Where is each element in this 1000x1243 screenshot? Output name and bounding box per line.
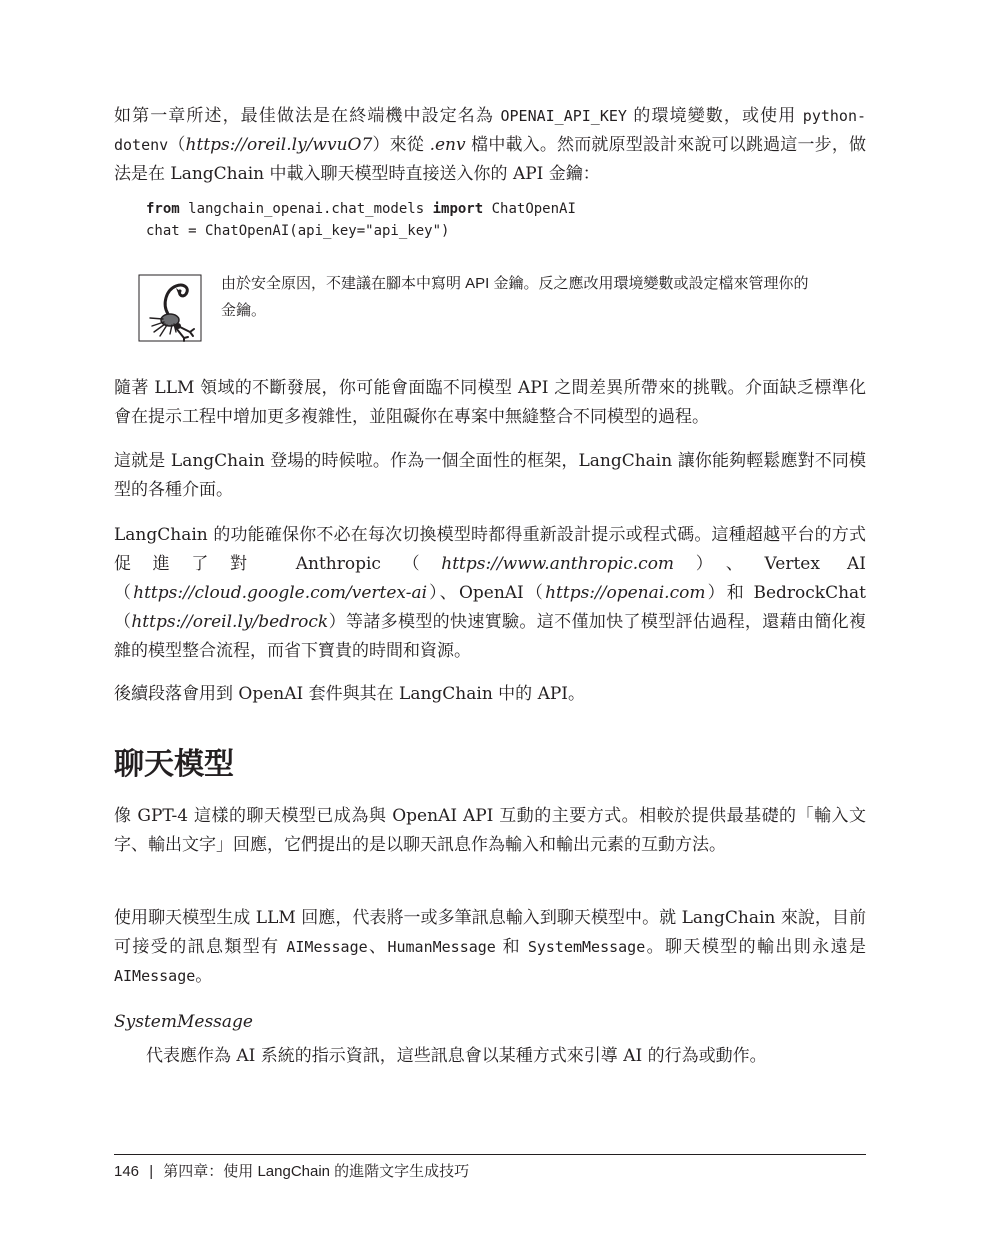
text-run: 、 [367, 937, 388, 957]
text-run: LangChain 的功能確保你不必在每次切換模型時都得重新設計提示或程式碼。這種超越平台的方式促進了對 Anthropic（ [114, 525, 866, 574]
scorpion-icon [138, 274, 202, 342]
inline-code-aimessage: AIMessage [286, 938, 368, 956]
text-run: ）等諸多模型的快速實驗。這不僅加快了模型評估過程，還藉由簡化複雜的模型整合流程，而省下寶貴的時間和資源。 [114, 612, 867, 661]
page-footer [114, 1160, 469, 1184]
code-block [146, 198, 576, 242]
footer-separator: | [149, 1163, 154, 1180]
text-run: ）、OpenAI（ [427, 583, 546, 603]
inline-code-aimessage-output: AIMessage [114, 967, 196, 985]
inline-code-env-var: OPENAI_API_KEY [500, 107, 627, 125]
page-number: 146 [114, 1163, 140, 1180]
code-line: chat = ChatOpenAI(api_key="api_key") [146, 223, 450, 239]
filename-env: .env [429, 135, 466, 155]
paragraph-langchain-intro: 這就是 LangChain 登場的時候啦。作為一個全面性的框架，LangChain 讓你能夠輕鬆應對不同模型的各種介面。 [114, 451, 866, 500]
paragraph-env-setup [114, 102, 866, 189]
paragraph-following-sections: 後續段落會用到 OpenAI 套件與其在 LangChain 中的 API。 [114, 684, 586, 704]
text-run: （ [168, 135, 186, 155]
text-run: 的環境變數，或使用 [626, 106, 803, 126]
inline-code-systemmessage: SystemMessage [527, 938, 646, 956]
text-run: ）和 BedrockChat（ [114, 583, 867, 632]
paragraph-challenges: 隨著 LLM 領域的不斷發展，你可能會面臨不同模型 API 之間差異所帶來的挑戰。介面缺乏標準化會在提示工程中增加更多複雜性，並阻礙你在專案中無縫整合不同模型的過程。 [114, 378, 866, 427]
link-bedrock[interactable]: https://oreil.ly/bedrock [131, 612, 329, 632]
warning-note [114, 268, 866, 348]
footer-divider [114, 1154, 866, 1155]
note-text: 由於安全原因，不建議在腳本中寫明 API 金鑰。反之應改用環境變數或設定檔來管理你的金鑰。 [221, 275, 809, 319]
code-text: langchain_openai.chat_models [179, 201, 433, 217]
term-definition: 代表應作為 AI 系統的指示資訊，這些訊息會以某種方式來引導 AI 的行為或動作。 [146, 1046, 767, 1066]
link-python-dotenv[interactable]: https://oreil.ly/wvuO7 [185, 135, 373, 155]
link-openai[interactable]: https://openai.com [545, 583, 706, 603]
text-run: 檔中載入。然而就原型設計來說可以跳過這一步，做法是在 LangChain 中載入聊天模型時直接送入你的 API 金鑰： [114, 135, 867, 184]
code-keyword: import [432, 201, 484, 217]
text-run: 。 [195, 966, 213, 986]
code-keyword: from [146, 201, 180, 217]
code-text: ChatOpenAI [483, 201, 576, 217]
text-run: ）來從 [372, 135, 430, 155]
text-run: 使用聊天模型生成 LLM 回應，代表將一或多筆訊息輸入到聊天模型中。就 LangChain 來說，目前可接受的訊息類型有 [114, 908, 866, 957]
inline-code-package: python-dotenv [114, 107, 867, 154]
paragraph-message-types [114, 904, 866, 991]
text-run: 和 [495, 937, 528, 957]
book-page [114, 0, 866, 1243]
chapter-title: 第四章：使用 LangChain 的進階文字生成技巧 [163, 1163, 470, 1180]
section-heading: 聊天模型 [114, 747, 234, 782]
link-vertex-ai[interactable]: https://cloud.google.com/vertex-ai [133, 583, 428, 603]
text-run: 如第一章所述，最佳做法是在終端機中設定名為 [114, 106, 501, 126]
paragraph-chat-models: 像 GPT-4 這樣的聊天模型已成為與 OpenAI API 互動的主要方式。相較於提供最基礎的「輸入文字、輸出文字」回應，它們提出的是以聊天訊息作為輸入和輸出元素的互動方法。 [114, 806, 866, 855]
inline-code-humanmessage: HumanMessage [387, 938, 496, 956]
text-run: 。聊天模型的輸出則永遠是 [645, 937, 866, 957]
text-run: ）、Vertex AI（ [114, 554, 866, 603]
term-name: SystemMessage [114, 1012, 253, 1032]
link-anthropic[interactable]: https://www.anthropic.com [441, 554, 675, 574]
paragraph-multi-provider [114, 521, 866, 666]
